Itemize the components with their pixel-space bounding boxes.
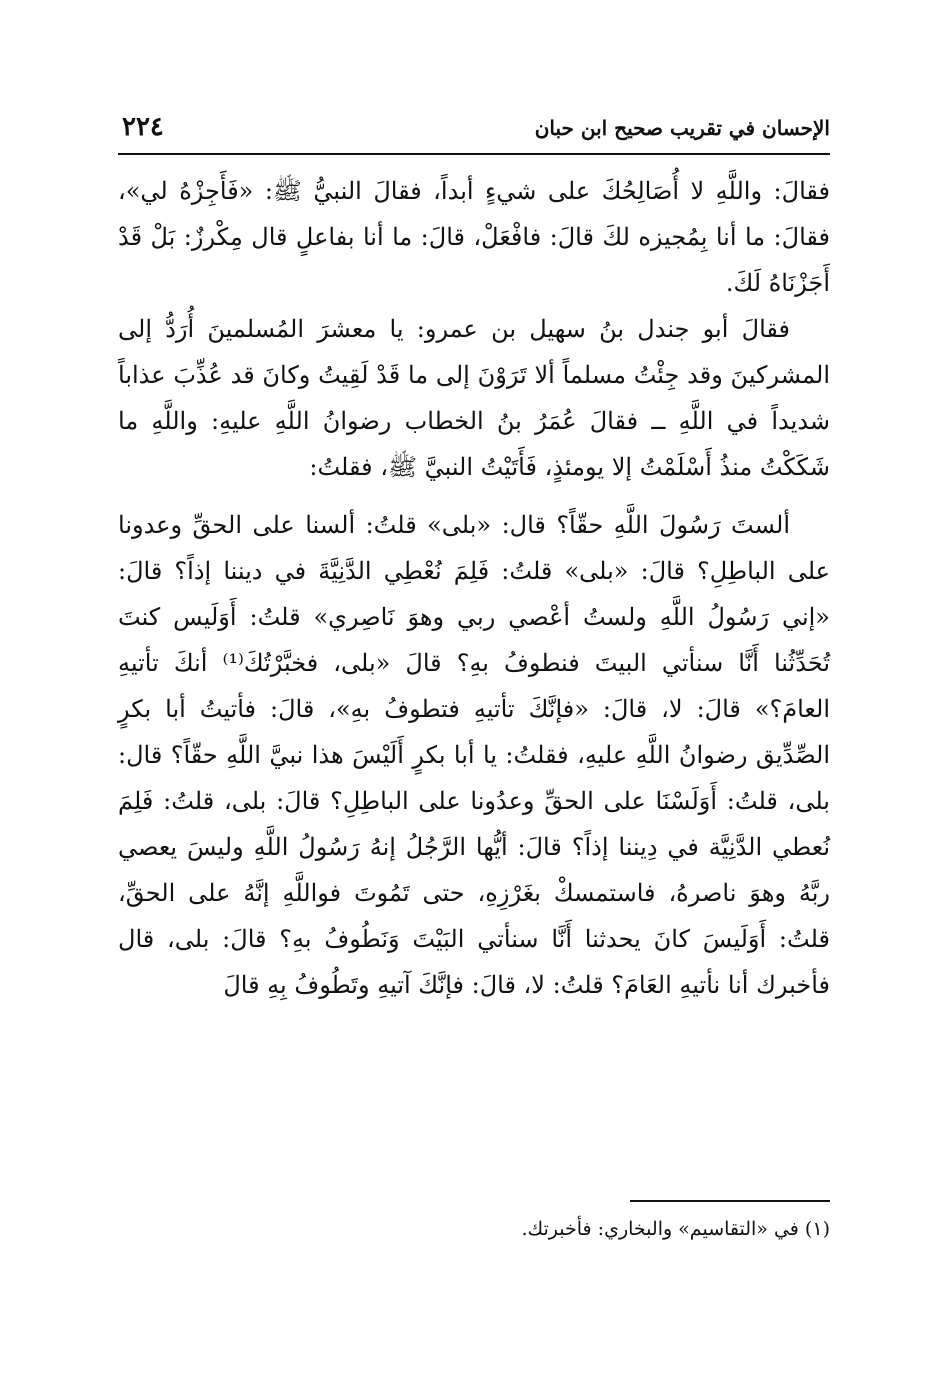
paragraph-3: ألستَ رَسُولَ اللَّهِ حقّاً؟ قال: «بلى» قلتُ: ألسنا على الحقِّ وعدونا على الباطِلِ؟ قالَ: «بلى» قلتُ: فَلِمَ نُعْطِي الدَّنِيَّةَ في ديننا إذاً؟ قالَ: «إني رَسُولُ اللَّهِ ولستُ أعْصي ربي وهوَ نَاصِري» قلتُ: أَوَلَيس كنتَ تُحَدِّثُنا أَنَّا سنأتي البيتَ فنطوفُ بهِ؟ قالَ «بلى، فخبَّرْتُكَ⁽¹⁾ أنكَ تأتيهِ العامَ؟» قالَ: لا، قالَ: «فإنَّكَ تأتيهِ فتطوفُ بهِ»، قالَ: فأتيتُ أبا بكرٍ الصِّدِّيق رضوانُ اللَّهِ عليهِ، فقلتُ: يا أبا بكرٍ أَلَيْسَ هذا نبيَّ اللَّهِ حقّاً؟ قال: بلى، قلتُ: أَوَلَسْنَا على الحقِّ وعدُونا على الباطِلِ؟ قالَ: بلى، قلتُ: فَلِمَ نُعطي الدَّنِيَّة في دِيننا إذاً؟ قالَ: أيُّها الرَّجُلُ إنهُ رَسُولُ اللَّهِ وليسَ يعصي ربَّهُ وهوَ ناصرهُ، فاستمسكْ بغَرْزِهِ، حتى تَمُوتَ فواللَّهِ إنَّهُ على الحقِّ، قلتُ: أَوَلَيسَ كانَ يحدثنا أَنَّا سنأتي البَيْتَ وَنَطُوفُ بهِ؟ قالَ: بلى، قال فأخبرك أنا نأتيهِ العَامَ؟ قلتُ: لا، قالَ: فإنَّكَ آتيهِ وتَطُوفُ بِهِ قالَ — [118, 511, 830, 999]
footnote: (١) في «التقاسيم» والبخاري: فأخبرتك. — [521, 1218, 830, 1240]
paragraph-1: فقالَ: واللَّهِ لا أُصَالِحُكَ على شيءٍ أبداً، فقالَ النبيُّ ﷺ: «فَأَجِزْهُ لي»، فقالَ: ما أنا بِمُجيزه لكَ قالَ: فافْعَلْ، قالَ: ما أنا بفاعلٍ قال مِكْرزٌ: بَلْ قَدْ أَجَزْنَاهُ لَكَ. — [118, 177, 830, 297]
page-number: ٢٢٤ — [122, 112, 164, 142]
footnote-rule — [630, 1200, 830, 1202]
page-header — [118, 112, 830, 152]
header-rule — [118, 153, 830, 155]
paragraph-2: فقالَ أبو جندل بنُ سهيل بن عمرو: يا معشرَ المُسلمينَ أُرَدُّ إلى المشركينَ وقد جِئْتُ مسلماً ألا تَرَوْنَ إلى ما قَدْ لَقِيتُ وكانَ قد عُذِّبَ عذاباً شديداً في اللَّهِ ــ فقالَ عُمَرُ بنُ الخطاب رضوانُ اللَّهِ عليهِ: واللَّهِ ما شَكَكْتُ منذُ أَسْلَمْتُ إلا يومئذٍ، فَأَتَيْتُ النبيَّ ﷺ، فقلتُ: — [118, 315, 830, 481]
running-title: الإحسان في تقريب صحيح ابن حبان — [534, 116, 830, 140]
body-text — [118, 168, 830, 1008]
